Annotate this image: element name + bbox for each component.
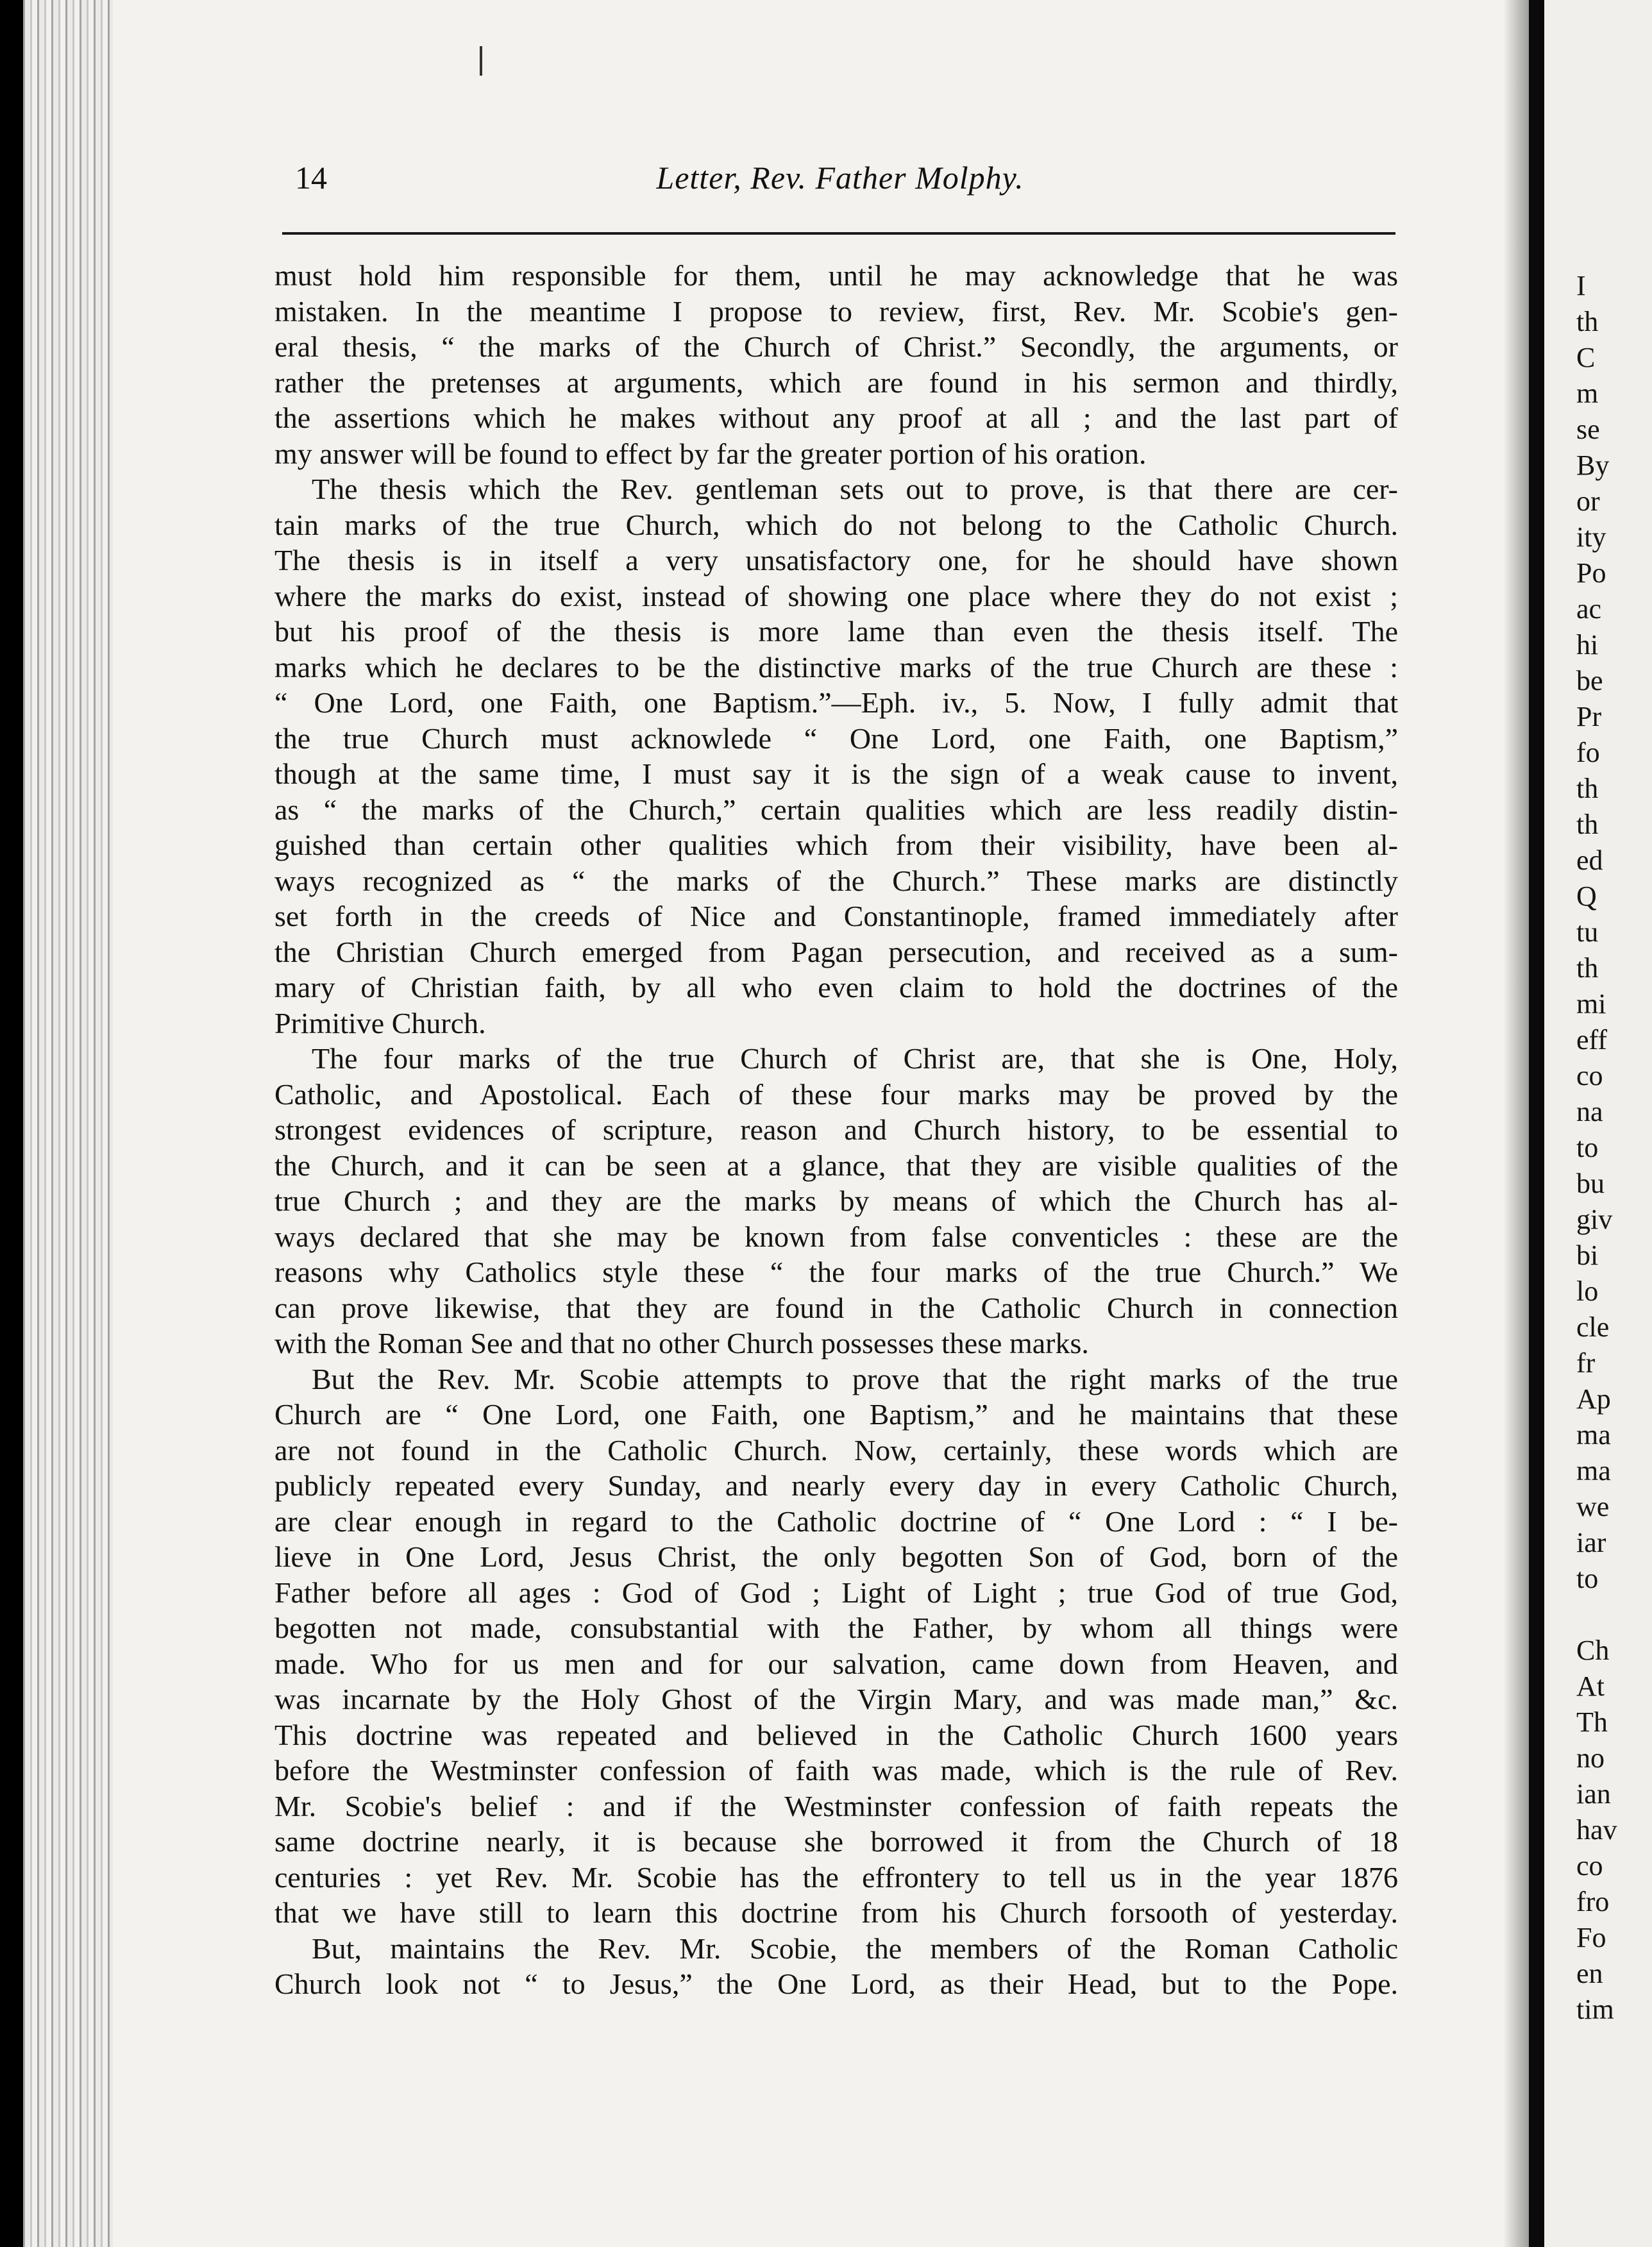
text-line: “ One Lord, one Faith, one Baptism.”—Eph. iv., 5. Now, I fully admit that: [274, 686, 1398, 719]
facing-page-fragment: na: [1576, 1096, 1603, 1127]
facing-page-fragment: mi: [1576, 988, 1606, 1020]
facing-page-fragment: C: [1576, 342, 1596, 373]
facing-page-fragment: th: [1576, 306, 1599, 337]
text-line: strongest evidences of scripture, reason and Church history, to be essential to: [274, 1113, 1398, 1146]
text-line: tain marks of the true Church, which do not belong to the Catholic Church.: [274, 508, 1398, 541]
facing-page-fragment: we: [1576, 1491, 1610, 1522]
scan-border-left: [0, 0, 23, 2247]
facing-page-fragment: to: [1576, 1563, 1599, 1594]
facing-page-fragment: Fo: [1576, 1922, 1606, 1953]
text-line: the true Church must acknowlede “ One Lord, one Faith, one Baptism,”: [274, 721, 1398, 755]
text-line: Father before all ages : God of God ; Light of Light ; true God of true God,: [274, 1576, 1398, 1609]
book-binding: [1529, 0, 1544, 2247]
text-line: with the Roman See and that no other Church possesses these marks.: [274, 1327, 1089, 1359]
facing-page-fragment: be: [1576, 665, 1603, 696]
text-line: are not found in the Catholic Church. Now, certainly, these words which are: [274, 1433, 1398, 1467]
facing-page-fragment: Th: [1576, 1706, 1608, 1738]
facing-page-fragment: th: [1576, 952, 1599, 984]
text-line: but his proof of the thesis is more lame than even the thesis itself. The: [274, 615, 1398, 648]
text-line: the Christian Church emerged from Pagan persecution, and received as a sum-: [274, 935, 1398, 968]
text-line: true Church ; and they are the marks by means of which the Church has al-: [274, 1184, 1398, 1217]
text-line: marks which he declares to be the distinctive marks of the true Church are these :: [274, 650, 1398, 684]
text-line: rather the pretenses at arguments, which are found in his sermon and thirdly,: [274, 366, 1398, 399]
text-line: Church look not “ to Jesus,” the One Lord, as their Head, but to the Pope.: [274, 1967, 1398, 2000]
text-line: centuries : yet Rev. Mr. Scobie has the effrontery to tell us in the year 1876: [274, 1860, 1398, 1894]
facing-page-fragment: At: [1576, 1671, 1605, 1702]
facing-page-fragment: ma: [1576, 1455, 1611, 1486]
facing-page-fragment: co: [1576, 1850, 1603, 1881]
text-line: mistaken. In the meantime I propose to review, first, Rev. Mr. Scobie's gen-: [274, 294, 1398, 328]
text-line: Catholic, and Apostolical. Each of these four marks may be proved by the: [274, 1077, 1398, 1111]
text-line: as “ the marks of the Church,” certain qualities which are less readily distin-: [274, 793, 1398, 826]
facing-page-fragment: fo: [1576, 737, 1600, 768]
facing-page-fragment: ed: [1576, 845, 1603, 876]
text-line: eral thesis, “ the marks of the Church of Christ.” Secondly, the arguments, or: [274, 330, 1398, 363]
text-line: Primitive Church.: [274, 1006, 486, 1039]
header-rule: [282, 232, 1395, 235]
text-line: The thesis which the Rev. gentleman sets out to prove, is that there are cer-: [312, 473, 1398, 505]
text-line: Church are “ One Lord, one Faith, one Baptism,” and he maintains that these: [274, 1398, 1398, 1431]
page-header: [282, 159, 1398, 204]
text-line: though at the same time, I must say it is the sign of a weak cause to invent,: [274, 757, 1398, 790]
facing-page-fragment: Po: [1576, 557, 1606, 589]
facing-page-fragment: or: [1576, 485, 1600, 517]
facing-page-edge: [1544, 0, 1652, 2247]
text-line: mary of Christian faith, by all who even claim to hold the doctrines of the: [274, 971, 1398, 1004]
page-edges: [23, 0, 113, 2247]
facing-page-fragment: Ch: [1576, 1635, 1610, 1666]
text-line: are clear enough in regard to the Catholic doctrine of “ One Lord : “ I be-: [274, 1504, 1398, 1538]
text-line: before the Westminster confession of faith was made, which is the rule of Rev.: [274, 1754, 1398, 1787]
facing-page-fragment: cle: [1576, 1311, 1610, 1343]
facing-page-fragment: co: [1576, 1060, 1603, 1091]
facing-page-fragment: hi: [1576, 629, 1599, 661]
facing-page-fragment: Ap: [1576, 1383, 1611, 1415]
running-title: Letter, Rev. Father Molphy.: [656, 160, 1024, 196]
facing-page-fragment: th: [1576, 773, 1599, 804]
facing-page-fragment: tu: [1576, 916, 1599, 948]
facing-page-fragment: ac: [1576, 593, 1602, 625]
facing-page-fragment: en: [1576, 1958, 1603, 1989]
facing-page-fragment: to: [1576, 1132, 1599, 1163]
facing-page-fragment: m: [1576, 378, 1599, 409]
facing-page-fragment: Pr: [1576, 701, 1602, 732]
text-line: But the Rev. Mr. Scobie attempts to prove that the right marks of the true: [312, 1362, 1398, 1395]
facing-page-fragment: tim: [1576, 1994, 1614, 2025]
facing-page-fragment: ma: [1576, 1419, 1611, 1451]
text-line: made. Who for us men and for our salvation, came down from Heaven, and: [274, 1647, 1398, 1680]
facing-page-fragment: th: [1576, 809, 1599, 840]
stray-mark: [480, 46, 482, 76]
text-line: must hold him responsible for them, until he may acknowledge that he was: [274, 259, 1398, 292]
facing-page-fragment: fr: [1576, 1347, 1596, 1379]
gutter-shadow: [1503, 0, 1529, 2247]
facing-page-fragment: se: [1576, 414, 1600, 445]
facing-page-fragment: By: [1576, 450, 1610, 481]
facing-page-fragment: no: [1576, 1742, 1605, 1774]
text-line: But, maintains the Rev. Mr. Scobie, the members of the Roman Catholic: [312, 1931, 1398, 1965]
facing-page-fragment: iar: [1576, 1527, 1606, 1558]
text-line: ways declared that she may be known from false conventicles : these are the: [274, 1220, 1398, 1253]
text-line: can prove likewise, that they are found in the Catholic Church in connection: [274, 1291, 1398, 1324]
facing-page-fragment: Q: [1576, 880, 1597, 912]
text-line: where the marks do exist, instead of showing one place where they do not exist ;: [274, 579, 1398, 612]
text-line: This doctrine was repeated and believed in the Catholic Church 1600 years: [274, 1718, 1398, 1751]
facing-page-fragment: fro: [1576, 1886, 1610, 1917]
text-line: ways recognized as “ the marks of the Church.” These marks are distinctly: [274, 864, 1398, 897]
text-line: The thesis is in itself a very unsatisfactory one, for he should have shown: [274, 544, 1398, 576]
facing-page-fragment: hav: [1576, 1814, 1617, 1846]
text-line: same doctrine nearly, it is because she borrowed it from the Church of 18: [274, 1825, 1398, 1858]
text-line: reasons why Catholics style these “ the four marks of the true Church.” We: [274, 1256, 1398, 1288]
page-number: 14: [295, 160, 327, 196]
facing-page-fragment: eff: [1576, 1024, 1608, 1056]
text-line: the assertions which he makes without any proof at all ; and the last part of: [274, 401, 1398, 434]
facing-page-fragment: lo: [1576, 1275, 1599, 1307]
text-line: begotten not made, consubstantial with the Father, by whom all things were: [274, 1612, 1398, 1644]
facing-page-fragment: giv: [1576, 1204, 1613, 1235]
text-line: Mr. Scobie's belief : and if the Westminster confession of faith repeats the: [274, 1789, 1398, 1822]
text-line: was incarnate by the Holy Ghost of the Virgin Mary, and was made man,” &c.: [274, 1683, 1398, 1715]
body-text: [274, 258, 1398, 2002]
text-line: the Church, and it can be seen at a glance, that they are visible qualities of the: [274, 1149, 1398, 1182]
facing-page-fragment: ity: [1576, 521, 1606, 553]
text-line: guished than certain other qualities which from their visibility, have been al-: [274, 829, 1398, 861]
text-line: The four marks of the true Church of Christ are, that she is One, Holy,: [312, 1042, 1398, 1075]
facing-page-fragment: bi: [1576, 1240, 1599, 1271]
text-line: my answer will be found to effect by far the greater portion of his oration.: [274, 437, 1147, 470]
facing-page-fragment: bu: [1576, 1168, 1605, 1199]
text-line: that we have still to learn this doctrine from his Church forsooth of yesterday.: [274, 1896, 1398, 1929]
facing-page-fragment: ian: [1576, 1778, 1611, 1810]
text-line: lieve in One Lord, Jesus Christ, the only begotten Son of God, born of the: [274, 1540, 1398, 1573]
facing-page-fragment: I: [1576, 270, 1586, 301]
text-line: publicly repeated every Sunday, and nearly every day in every Catholic Church,: [274, 1469, 1398, 1502]
text-line: set forth in the creeds of Nice and Constantinople, framed immediately after: [274, 900, 1398, 932]
